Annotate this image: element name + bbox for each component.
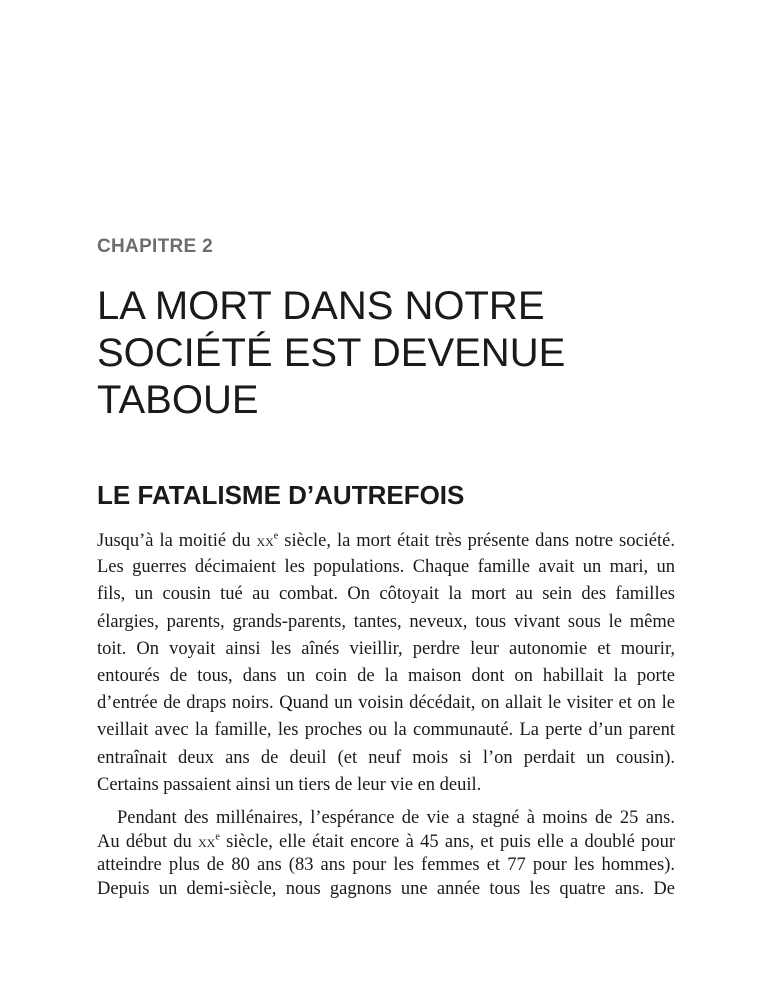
text-fragment: siècle, la mort était très présente dans notre société. <box>278 531 675 551</box>
text-line: veillait avec la famille, les proches ou la communauté. La perte d’un parent <box>97 720 675 741</box>
paragraph-2 <box>97 807 675 901</box>
text-fragment: Jusqu’à la moitié du <box>97 531 257 551</box>
text-line: élargies, parents, grands-parents, tantes, neveux, tous vivant sous le même <box>97 611 675 632</box>
text-line: Pendant des millénaires, l’espérance de vie a stagné à moins de 25 ans. <box>117 807 675 828</box>
text-line: atteindre plus de 80 ans (83 ans pour les femmes et 77 pour les hommes). <box>97 855 675 876</box>
text-line <box>97 830 675 854</box>
century-numeral: xx <box>197 832 216 852</box>
text-line: Depuis un demi-siècle, nous gagnons une année tous les quatre ans. De <box>97 878 675 899</box>
chapter-title-line: SOCIÉTÉ EST DEVENUE <box>97 331 566 375</box>
text-line <box>97 527 675 554</box>
body-text <box>97 527 675 901</box>
text-fragment: siècle, elle était encore à 45 ans, et puis elle a doublé pour <box>219 832 675 853</box>
section-heading: LE FATALISME D’AUTREFOIS <box>97 480 465 510</box>
chapter-title-line: TABOUE <box>97 378 259 422</box>
text-line: toit. On voyait ainsi les aînés vieillir, perdre leur autonomie et mourir, <box>97 638 675 659</box>
text-fragment: Au début du <box>97 832 198 853</box>
century-numeral: xx <box>256 531 274 550</box>
text-line: entraînait deux ans de deuil (et neuf mois si l’on perdait un cousin). <box>97 747 675 768</box>
text-line: Les guerres décimaient les populations. Chaque famille avait un mari, un <box>97 557 675 578</box>
chapter-title-line: LA MORT DANS NOTRE <box>97 284 545 328</box>
text-line: fils, un cousin tué au combat. On côtoyait la mort au sein des familles <box>97 584 675 605</box>
ordinal-superscript: e <box>215 831 220 843</box>
text-line: d’entrée de draps noirs. Quand un voisin décédait, on allait le visiter et on le <box>97 693 675 714</box>
text-line: Certains passaient ainsi un tiers de leur vie en deuil. <box>97 774 482 795</box>
paragraph-1 <box>97 527 675 799</box>
chapter-title <box>97 283 717 424</box>
text-line: entourés de tous, dans un coin de la maison dont on habillait la porte <box>97 665 675 686</box>
ordinal-superscript: e <box>273 530 279 542</box>
chapter-label: CHAPITRE 2 <box>97 236 213 257</box>
